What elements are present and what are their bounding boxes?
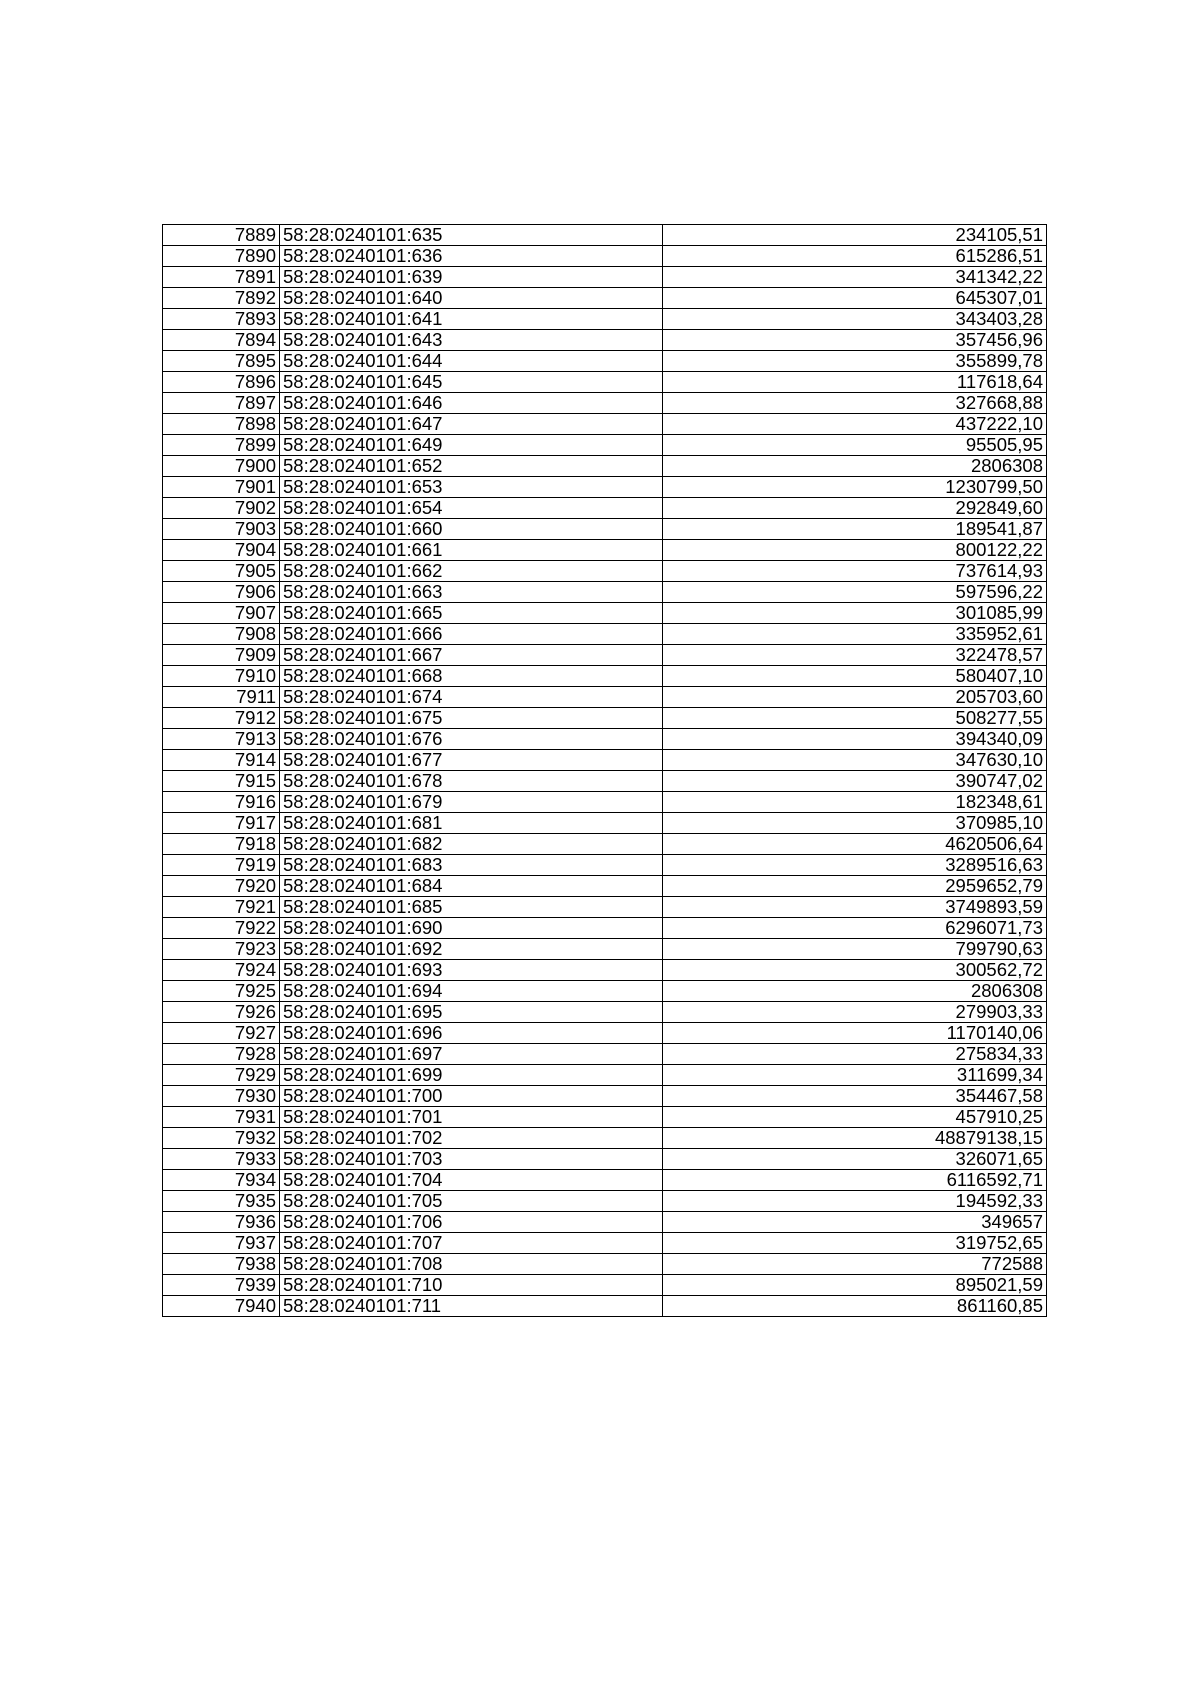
cadastral-number-cell: 58:28:0240101:706 <box>280 1212 663 1233</box>
cadastral-number-cell: 58:28:0240101:705 <box>280 1191 663 1212</box>
cadastral-number-cell: 58:28:0240101:690 <box>280 918 663 939</box>
value-cell: 1170140,06 <box>663 1023 1047 1044</box>
value-cell: 326071,65 <box>663 1149 1047 1170</box>
value-cell: 292849,60 <box>663 498 1047 519</box>
cadastral-number-cell: 58:28:0240101:645 <box>280 372 663 393</box>
value-cell: 341342,22 <box>663 267 1047 288</box>
table-row <box>163 435 1047 456</box>
cadastral-number-cell: 58:28:0240101:682 <box>280 834 663 855</box>
table-row <box>163 624 1047 645</box>
cadastral-number-cell: 58:28:0240101:643 <box>280 330 663 351</box>
table-row <box>163 372 1047 393</box>
value-cell: 737614,93 <box>663 561 1047 582</box>
row-number-cell: 7928 <box>163 1044 280 1065</box>
row-number-cell: 7913 <box>163 729 280 750</box>
value-cell: 2806308 <box>663 981 1047 1002</box>
row-number-cell: 7908 <box>163 624 280 645</box>
cadastral-number-cell: 58:28:0240101:649 <box>280 435 663 456</box>
table-row <box>163 855 1047 876</box>
value-cell: 580407,10 <box>663 666 1047 687</box>
value-cell: 48879138,15 <box>663 1128 1047 1149</box>
table-row <box>163 225 1047 246</box>
table-row <box>163 1065 1047 1086</box>
table-row <box>163 1170 1047 1191</box>
table-row <box>163 960 1047 981</box>
row-number-cell: 7931 <box>163 1107 280 1128</box>
cadastral-number-cell: 58:28:0240101:641 <box>280 309 663 330</box>
value-cell: 349657 <box>663 1212 1047 1233</box>
table-row <box>163 519 1047 540</box>
row-number-cell: 7915 <box>163 771 280 792</box>
cadastral-number-cell: 58:28:0240101:702 <box>280 1128 663 1149</box>
value-cell: 800122,22 <box>663 540 1047 561</box>
cadastral-number-cell: 58:28:0240101:661 <box>280 540 663 561</box>
table-row <box>163 561 1047 582</box>
cadastral-number-cell: 58:28:0240101:639 <box>280 267 663 288</box>
table-row <box>163 1296 1047 1317</box>
value-cell: 799790,63 <box>663 939 1047 960</box>
value-cell: 437222,10 <box>663 414 1047 435</box>
value-cell: 6116592,71 <box>663 1170 1047 1191</box>
value-cell: 319752,65 <box>663 1233 1047 1254</box>
cadastral-number-cell: 58:28:0240101:696 <box>280 1023 663 1044</box>
value-cell: 322478,57 <box>663 645 1047 666</box>
cadastral-number-cell: 58:28:0240101:699 <box>280 1065 663 1086</box>
value-cell: 335952,61 <box>663 624 1047 645</box>
cadastral-number-cell: 58:28:0240101:701 <box>280 1107 663 1128</box>
table-row <box>163 267 1047 288</box>
row-number-cell: 7890 <box>163 246 280 267</box>
value-cell: 327668,88 <box>663 393 1047 414</box>
cadastral-number-cell: 58:28:0240101:697 <box>280 1044 663 1065</box>
value-cell: 117618,64 <box>663 372 1047 393</box>
table-row <box>163 1023 1047 1044</box>
table-row <box>163 771 1047 792</box>
table-row <box>163 1128 1047 1149</box>
row-number-cell: 7891 <box>163 267 280 288</box>
row-number-cell: 7921 <box>163 897 280 918</box>
cadastral-number-cell: 58:28:0240101:692 <box>280 939 663 960</box>
cadastral-number-cell: 58:28:0240101:635 <box>280 225 663 246</box>
row-number-cell: 7934 <box>163 1170 280 1191</box>
row-number-cell: 7914 <box>163 750 280 771</box>
value-cell: 275834,33 <box>663 1044 1047 1065</box>
value-cell: 2959652,79 <box>663 876 1047 897</box>
table-row <box>163 393 1047 414</box>
row-number-cell: 7896 <box>163 372 280 393</box>
table-row <box>163 666 1047 687</box>
row-number-cell: 7930 <box>163 1086 280 1107</box>
value-cell: 3749893,59 <box>663 897 1047 918</box>
table-row <box>163 1044 1047 1065</box>
row-number-cell: 7935 <box>163 1191 280 1212</box>
cadastral-number-cell: 58:28:0240101:668 <box>280 666 663 687</box>
cadastral-number-cell: 58:28:0240101:660 <box>280 519 663 540</box>
row-number-cell: 7939 <box>163 1275 280 1296</box>
cadastral-number-cell: 58:28:0240101:653 <box>280 477 663 498</box>
row-number-cell: 7898 <box>163 414 280 435</box>
value-cell: 182348,61 <box>663 792 1047 813</box>
table-row <box>163 918 1047 939</box>
cadastral-number-cell: 58:28:0240101:677 <box>280 750 663 771</box>
row-number-cell: 7910 <box>163 666 280 687</box>
cadastral-number-cell: 58:28:0240101:646 <box>280 393 663 414</box>
table-row <box>163 246 1047 267</box>
row-number-cell: 7905 <box>163 561 280 582</box>
table-row <box>163 330 1047 351</box>
row-number-cell: 7932 <box>163 1128 280 1149</box>
cadastral-number-cell: 58:28:0240101:678 <box>280 771 663 792</box>
value-cell: 194592,33 <box>663 1191 1047 1212</box>
row-number-cell: 7917 <box>163 813 280 834</box>
value-cell: 615286,51 <box>663 246 1047 267</box>
table-row <box>163 708 1047 729</box>
row-number-cell: 7927 <box>163 1023 280 1044</box>
table-row <box>163 1191 1047 1212</box>
cadastral-number-cell: 58:28:0240101:695 <box>280 1002 663 1023</box>
row-number-cell: 7912 <box>163 708 280 729</box>
cadastral-number-cell: 58:28:0240101:667 <box>280 645 663 666</box>
cadastral-number-cell: 58:28:0240101:665 <box>280 603 663 624</box>
row-number-cell: 7916 <box>163 792 280 813</box>
table-row <box>163 414 1047 435</box>
value-cell: 895021,59 <box>663 1275 1047 1296</box>
row-number-cell: 7923 <box>163 939 280 960</box>
cadastral-number-cell: 58:28:0240101:708 <box>280 1254 663 1275</box>
value-cell: 343403,28 <box>663 309 1047 330</box>
table-row <box>163 792 1047 813</box>
table-row <box>163 1107 1047 1128</box>
table-row <box>163 876 1047 897</box>
value-cell: 279903,33 <box>663 1002 1047 1023</box>
row-number-cell: 7911 <box>163 687 280 708</box>
row-number-cell: 7940 <box>163 1296 280 1317</box>
cadastral-number-cell: 58:28:0240101:693 <box>280 960 663 981</box>
value-cell: 3289516,63 <box>663 855 1047 876</box>
table-row <box>163 729 1047 750</box>
row-number-cell: 7907 <box>163 603 280 624</box>
cadastral-number-cell: 58:28:0240101:683 <box>280 855 663 876</box>
table-row <box>163 813 1047 834</box>
cadastral-number-cell: 58:28:0240101:647 <box>280 414 663 435</box>
table-row <box>163 288 1047 309</box>
row-number-cell: 7903 <box>163 519 280 540</box>
value-cell: 301085,99 <box>663 603 1047 624</box>
row-number-cell: 7933 <box>163 1149 280 1170</box>
row-number-cell: 7897 <box>163 393 280 414</box>
cadastral-number-cell: 58:28:0240101:710 <box>280 1275 663 1296</box>
table-row <box>163 1002 1047 1023</box>
row-number-cell: 7924 <box>163 960 280 981</box>
row-number-cell: 7900 <box>163 456 280 477</box>
cadastral-number-cell: 58:28:0240101:636 <box>280 246 663 267</box>
value-cell: 347630,10 <box>663 750 1047 771</box>
data-table <box>162 224 1047 1317</box>
table-row <box>163 645 1047 666</box>
row-number-cell: 7889 <box>163 225 280 246</box>
row-number-cell: 7904 <box>163 540 280 561</box>
cadastral-number-cell: 58:28:0240101:654 <box>280 498 663 519</box>
cadastral-number-cell: 58:28:0240101:685 <box>280 897 663 918</box>
table-row <box>163 834 1047 855</box>
value-cell: 311699,34 <box>663 1065 1047 1086</box>
table-row <box>163 897 1047 918</box>
value-cell: 645307,01 <box>663 288 1047 309</box>
row-number-cell: 7920 <box>163 876 280 897</box>
value-cell: 234105,51 <box>663 225 1047 246</box>
value-cell: 355899,78 <box>663 351 1047 372</box>
table-row <box>163 351 1047 372</box>
row-number-cell: 7918 <box>163 834 280 855</box>
value-cell: 354467,58 <box>663 1086 1047 1107</box>
cadastral-number-cell: 58:28:0240101:652 <box>280 456 663 477</box>
value-cell: 95505,95 <box>663 435 1047 456</box>
value-cell: 357456,96 <box>663 330 1047 351</box>
row-number-cell: 7906 <box>163 582 280 603</box>
table-row <box>163 1149 1047 1170</box>
table-row <box>163 939 1047 960</box>
cadastral-number-cell: 58:28:0240101:676 <box>280 729 663 750</box>
row-number-cell: 7938 <box>163 1254 280 1275</box>
row-number-cell: 7936 <box>163 1212 280 1233</box>
row-number-cell: 7893 <box>163 309 280 330</box>
table-row <box>163 1086 1047 1107</box>
cadastral-number-cell: 58:28:0240101:674 <box>280 687 663 708</box>
value-cell: 772588 <box>663 1254 1047 1275</box>
row-number-cell: 7892 <box>163 288 280 309</box>
row-number-cell: 7895 <box>163 351 280 372</box>
table-row <box>163 477 1047 498</box>
cadastral-number-cell: 58:28:0240101:700 <box>280 1086 663 1107</box>
table-row <box>163 1275 1047 1296</box>
table-row <box>163 750 1047 771</box>
table-row <box>163 498 1047 519</box>
cadastral-number-cell: 58:28:0240101:694 <box>280 981 663 1002</box>
table-row <box>163 540 1047 561</box>
row-number-cell: 7909 <box>163 645 280 666</box>
cadastral-number-cell: 58:28:0240101:684 <box>280 876 663 897</box>
value-cell: 189541,87 <box>663 519 1047 540</box>
cadastral-number-cell: 58:28:0240101:663 <box>280 582 663 603</box>
table-row <box>163 687 1047 708</box>
row-number-cell: 7899 <box>163 435 280 456</box>
table-body <box>163 225 1047 1317</box>
value-cell: 597596,22 <box>663 582 1047 603</box>
cadastral-number-cell: 58:28:0240101:703 <box>280 1149 663 1170</box>
cadastral-number-cell: 58:28:0240101:707 <box>280 1233 663 1254</box>
table-row <box>163 309 1047 330</box>
value-cell: 508277,55 <box>663 708 1047 729</box>
cadastral-number-cell: 58:28:0240101:662 <box>280 561 663 582</box>
cadastral-number-cell: 58:28:0240101:675 <box>280 708 663 729</box>
value-cell: 1230799,50 <box>663 477 1047 498</box>
value-cell: 2806308 <box>663 456 1047 477</box>
row-number-cell: 7894 <box>163 330 280 351</box>
cadastral-number-cell: 58:28:0240101:679 <box>280 792 663 813</box>
value-cell: 6296071,73 <box>663 918 1047 939</box>
cadastral-number-cell: 58:28:0240101:644 <box>280 351 663 372</box>
table-row <box>163 981 1047 1002</box>
value-cell: 390747,02 <box>663 771 1047 792</box>
cadastral-number-cell: 58:28:0240101:666 <box>280 624 663 645</box>
row-number-cell: 7929 <box>163 1065 280 1086</box>
table-row <box>163 1233 1047 1254</box>
value-cell: 300562,72 <box>663 960 1047 981</box>
table-row <box>163 1254 1047 1275</box>
row-number-cell: 7901 <box>163 477 280 498</box>
table-row <box>163 1212 1047 1233</box>
row-number-cell: 7902 <box>163 498 280 519</box>
cadastral-number-cell: 58:28:0240101:681 <box>280 813 663 834</box>
value-cell: 394340,09 <box>663 729 1047 750</box>
row-number-cell: 7919 <box>163 855 280 876</box>
cadastral-number-cell: 58:28:0240101:640 <box>280 288 663 309</box>
table-row <box>163 582 1047 603</box>
value-cell: 457910,25 <box>663 1107 1047 1128</box>
table-row <box>163 456 1047 477</box>
row-number-cell: 7925 <box>163 981 280 1002</box>
value-cell: 205703,60 <box>663 687 1047 708</box>
value-cell: 4620506,64 <box>663 834 1047 855</box>
value-cell: 861160,85 <box>663 1296 1047 1317</box>
row-number-cell: 7922 <box>163 918 280 939</box>
value-cell: 370985,10 <box>663 813 1047 834</box>
cadastral-number-cell: 58:28:0240101:711 <box>280 1296 663 1317</box>
row-number-cell: 7937 <box>163 1233 280 1254</box>
row-number-cell: 7926 <box>163 1002 280 1023</box>
cadastral-number-cell: 58:28:0240101:704 <box>280 1170 663 1191</box>
table-row <box>163 603 1047 624</box>
